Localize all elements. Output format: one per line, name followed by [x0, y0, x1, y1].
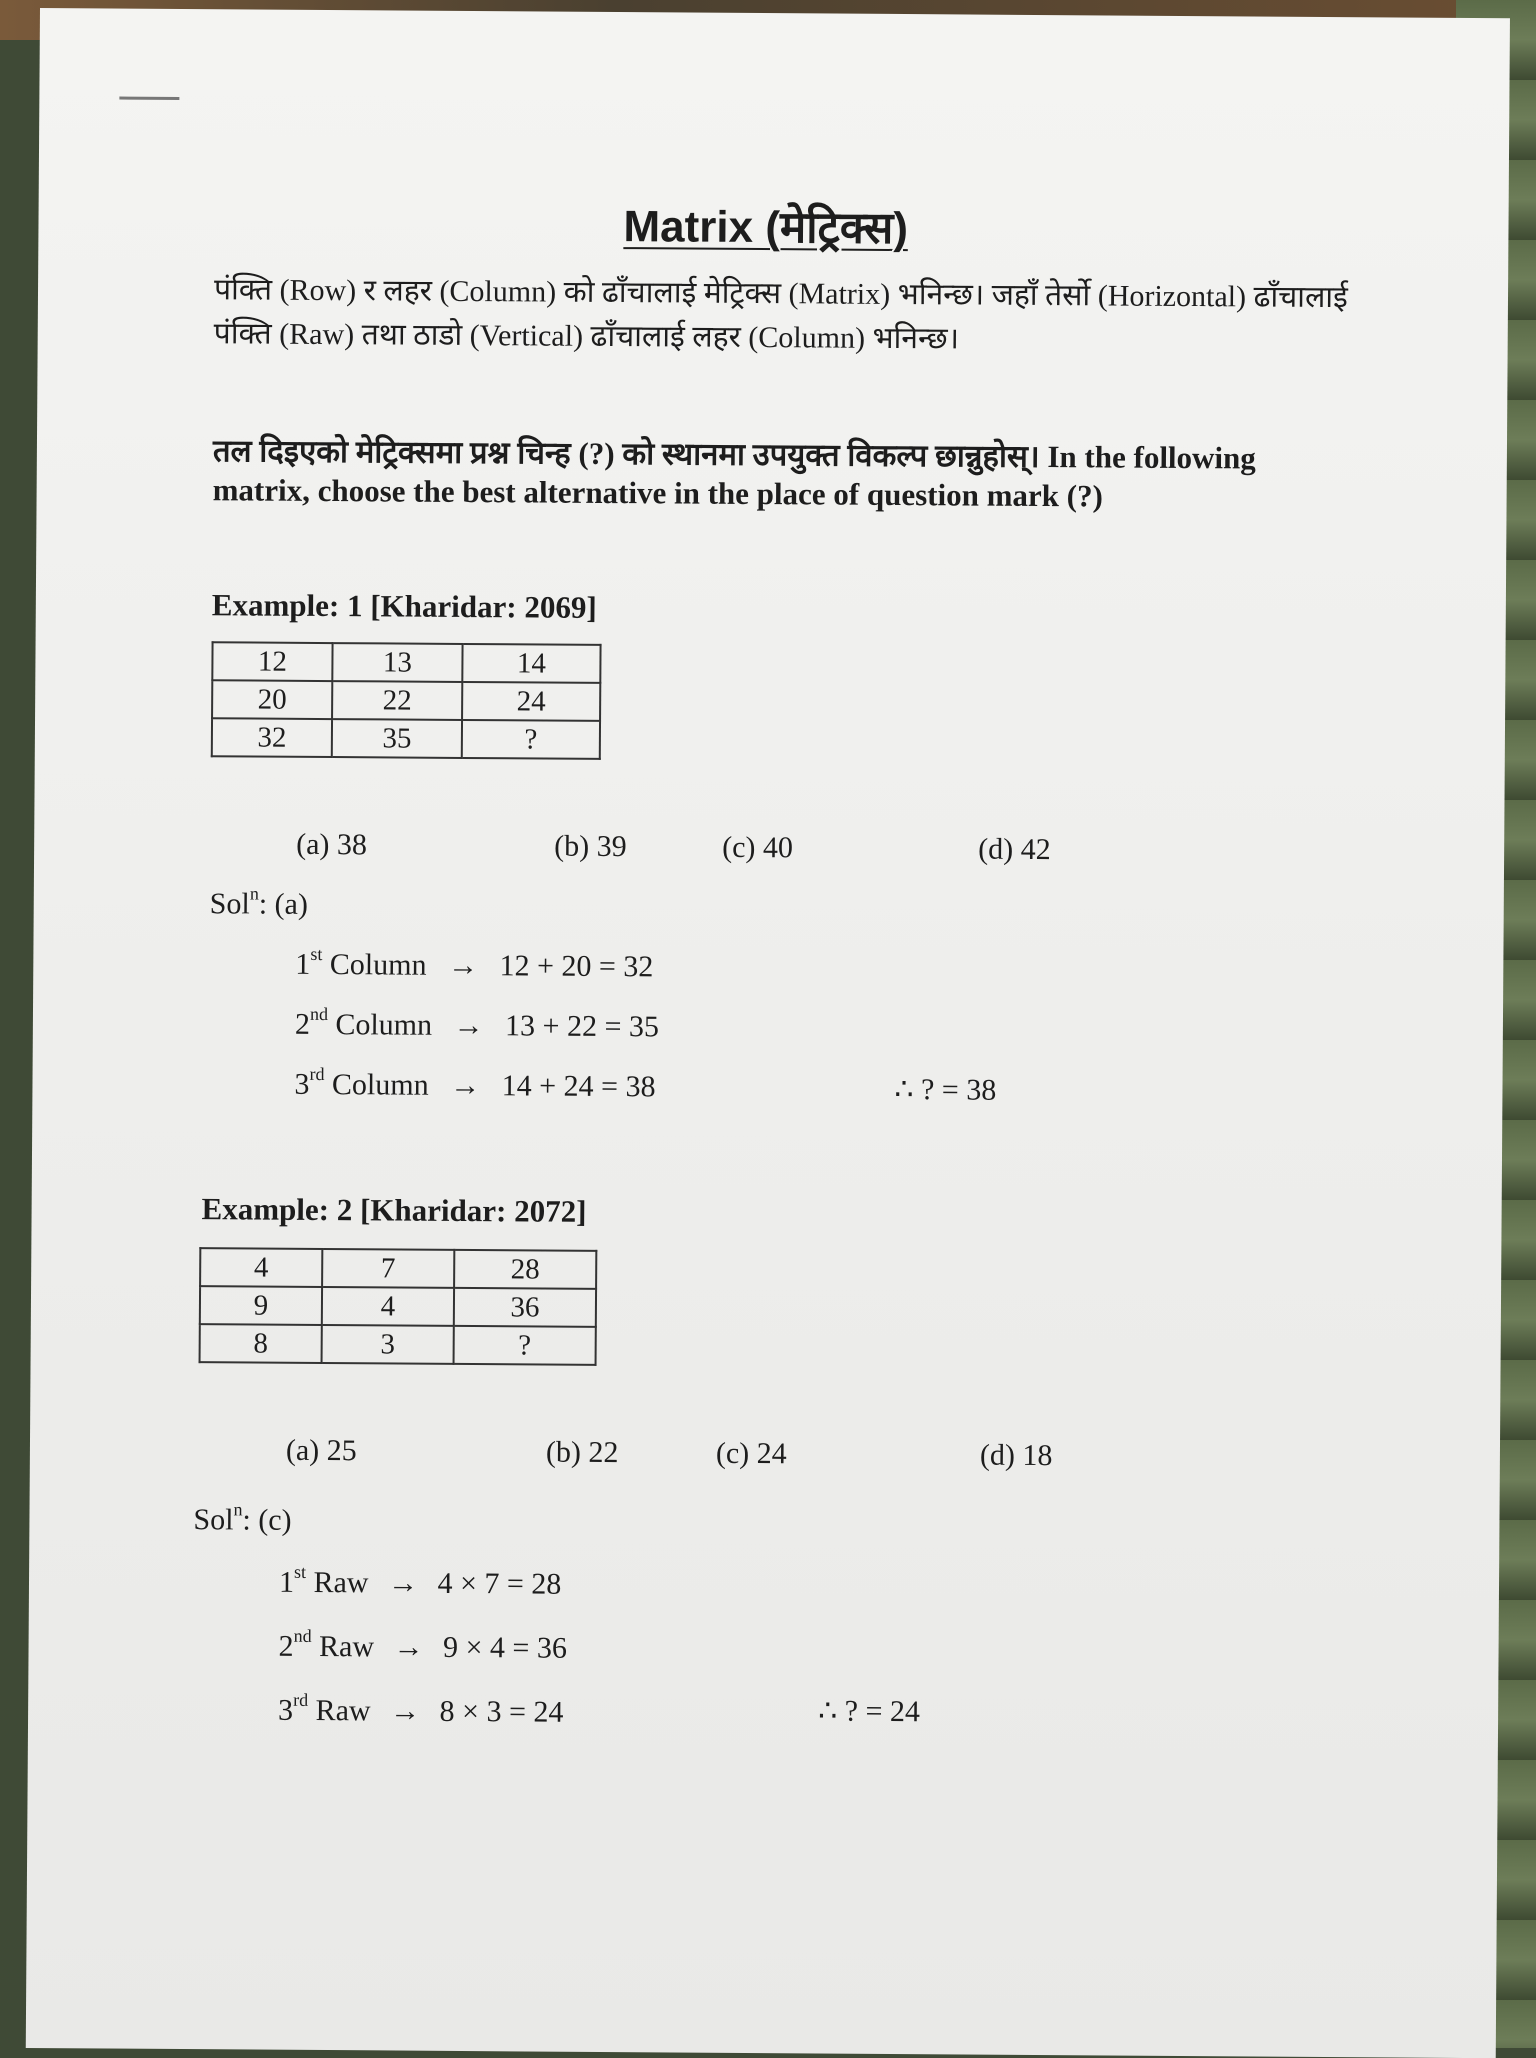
arrow-icon: → — [390, 1694, 421, 1728]
step-label: Column — [329, 948, 427, 982]
step-label: Raw — [318, 1629, 375, 1664]
sol-answer: : (c) — [242, 1503, 292, 1537]
matrix-cell: ? — [454, 1326, 596, 1365]
example-1-matrix — [211, 641, 602, 760]
step-ordinal: 3 — [294, 1067, 310, 1101]
step-ordinal: 3 — [278, 1693, 294, 1727]
step-expression: 4 × 7 = 28 — [437, 1566, 562, 1601]
example-2-option-d: (d) 18 — [979, 1438, 1053, 1473]
step-ordinal-suffix: nd — [309, 1003, 329, 1025]
matrix-cell: 3 — [322, 1325, 454, 1364]
step-ordinal: 1 — [295, 947, 311, 981]
paper-sheet — [26, 8, 1510, 2058]
sol-text: Sol — [193, 1503, 234, 1537]
arrow-icon: → — [387, 1566, 419, 1600]
step-ordinal-suffix: nd — [293, 1625, 312, 1646]
step-label: Column — [331, 1068, 429, 1102]
arrow-icon: → — [453, 1008, 484, 1043]
example-2-option-a: (a) 25 — [285, 1433, 357, 1468]
step-ordinal-suffix: rd — [309, 1063, 325, 1085]
example-1-conclusion: ∴ ? = 38 — [894, 1072, 997, 1107]
matrix-cell: 28 — [454, 1250, 596, 1289]
matrix-row — [200, 1286, 596, 1327]
step-expression: 13 + 22 = 35 — [504, 1009, 660, 1044]
arrow-icon: → — [393, 1630, 424, 1664]
step-label: Column — [335, 1008, 433, 1042]
example-1-option-a: (a) 38 — [296, 827, 368, 862]
matrix-cell: 8 — [200, 1324, 322, 1363]
intro-line-2: पंक्ति (Raw) तथा ठाडो (Vertical) ढाँचालाई लहर (Column) भनिन्छ। — [213, 317, 960, 356]
matrix-cell: 35 — [332, 719, 462, 758]
example-2-heading: Example: 2 [Kharidar: 2072] — [201, 1191, 587, 1229]
sol-superscript: n — [249, 883, 259, 904]
example-2-step-1 — [278, 1561, 562, 1602]
instruction-line-1: तल दिइएको मेट्रिक्समा प्रश्न चिन्ह (?) को स्थानमा उपयुक्त विकल्प छान्नुहोस्। In the following — [212, 433, 1256, 476]
matrix-row — [200, 1248, 596, 1289]
matrix-cell: 12 — [212, 642, 332, 681]
matrix-row — [212, 680, 600, 721]
example-1-option-c: (c) 40 — [722, 830, 794, 865]
example-2-step-2 — [278, 1625, 568, 1666]
example-1-option-b: (b) 39 — [554, 829, 627, 864]
example-1-option-d: (d) 42 — [978, 832, 1051, 867]
example-1-step-2 — [294, 1003, 660, 1045]
step-expression: 14 + 24 = 38 — [501, 1069, 656, 1104]
matrix-cell: 36 — [454, 1288, 596, 1327]
step-ordinal: 2 — [278, 1629, 294, 1663]
matrix-row — [212, 642, 600, 683]
step-expression: 12 + 20 = 32 — [499, 949, 654, 984]
example-1-step-3 — [294, 1063, 656, 1105]
matrix-cell: 13 — [332, 643, 462, 682]
example-1-heading: Example: 1 [Kharidar: 2069] — [211, 587, 597, 625]
example-2-option-b: (b) 22 — [545, 1435, 619, 1470]
matrix-cell: 14 — [462, 644, 600, 683]
matrix-cell: 9 — [200, 1286, 322, 1325]
matrix-cell: 4 — [322, 1287, 454, 1326]
matrix-cell: 4 — [200, 1248, 322, 1287]
matrix-cell: ? — [462, 720, 600, 759]
intro-line-1: पंक्ति (Row) र लहर (Column) को ढाँचालाई मेट्रिक्स (Matrix) भनिन्छ। जहाँ तेर्सो (Horizontal) ढाँचालाई — [213, 273, 1348, 315]
page-title: Matrix (मेट्रिक्स) — [623, 202, 909, 254]
arrow-icon: → — [450, 1068, 481, 1103]
instruction-line-2: matrix, choose the best alternative in the place of question mark (?) — [212, 472, 1104, 514]
step-ordinal: 2 — [294, 1007, 311, 1041]
example-1-step-1 — [295, 943, 654, 984]
arrow-icon: → — [447, 948, 479, 983]
matrix-cell: 7 — [322, 1249, 454, 1288]
example-2-solution-label — [193, 1499, 292, 1538]
sol-superscript: n — [233, 1499, 243, 1520]
step-expression: 8 × 3 = 24 — [439, 1694, 564, 1729]
step-label: Raw — [313, 1565, 369, 1600]
sol-text: Sol — [209, 887, 250, 921]
matrix-cell: 24 — [462, 682, 600, 721]
example-2-matrix — [199, 1247, 598, 1366]
pen-mark — [119, 97, 179, 100]
example-1-solution-label — [209, 883, 309, 922]
matrix-row — [212, 718, 600, 759]
matrix-row — [200, 1324, 596, 1365]
matrix-cell: 20 — [212, 680, 332, 719]
step-ordinal: 1 — [278, 1565, 295, 1599]
step-ordinal-suffix: st — [294, 1561, 307, 1582]
step-ordinal-suffix: st — [310, 943, 323, 964]
step-label: Raw — [315, 1693, 371, 1728]
sol-answer: : (a) — [258, 887, 309, 921]
matrix-cell: 32 — [212, 718, 332, 757]
example-2-step-3 — [278, 1689, 564, 1730]
example-2-conclusion: ∴ ? = 24 — [818, 1694, 921, 1729]
step-ordinal-suffix: rd — [293, 1689, 309, 1710]
step-expression: 9 × 4 = 36 — [442, 1630, 568, 1665]
example-2-option-c: (c) 24 — [715, 1436, 787, 1471]
matrix-cell: 22 — [332, 681, 462, 720]
